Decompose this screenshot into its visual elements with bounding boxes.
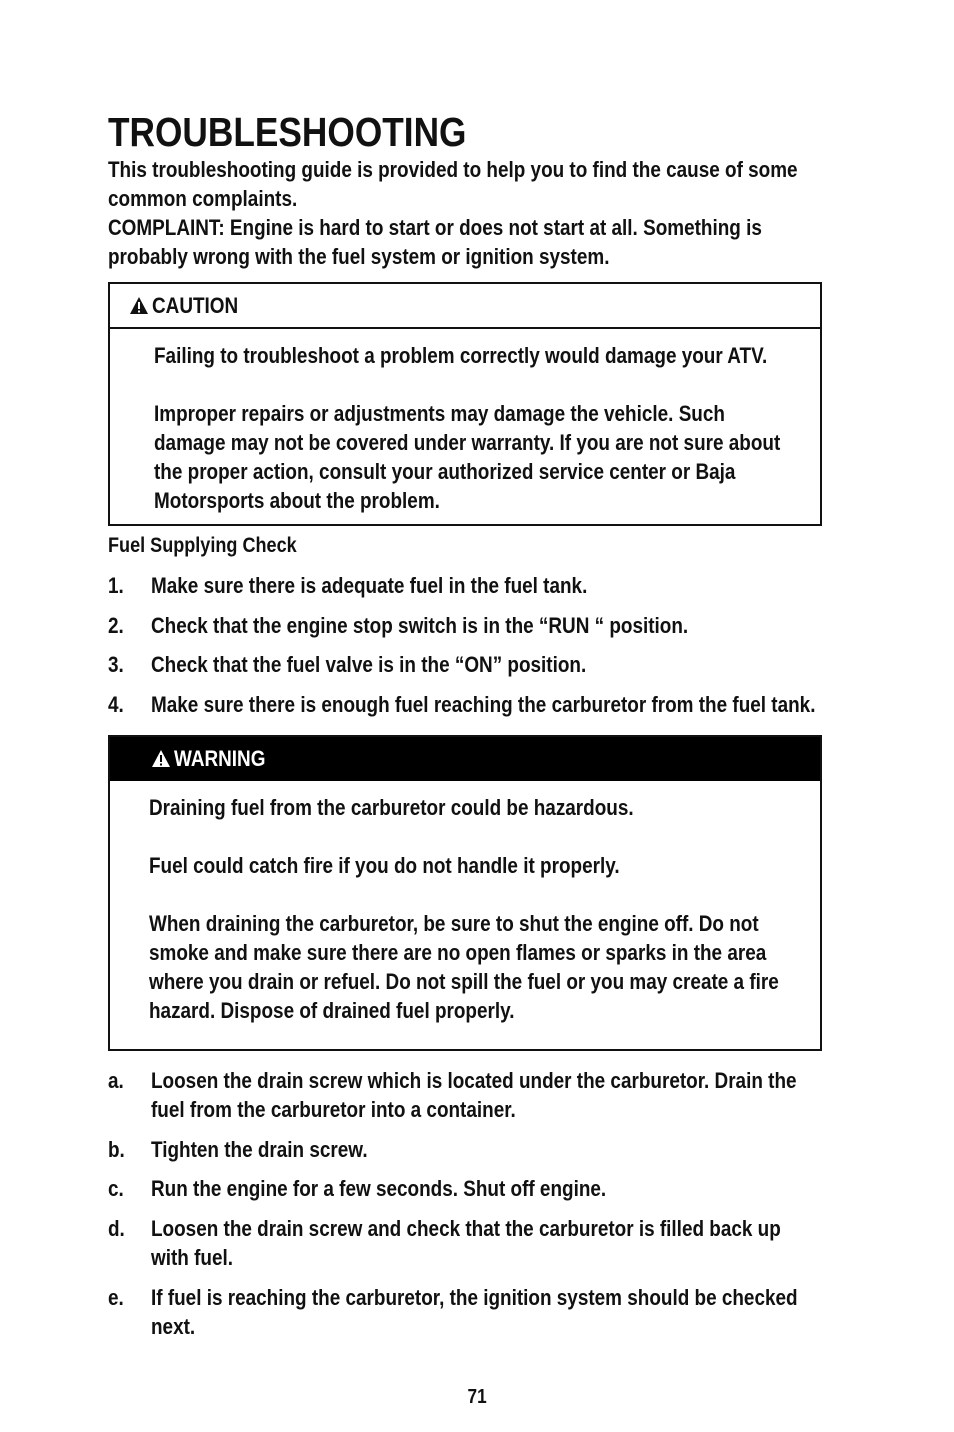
drain-step-text: Loosen the drain screw and check that the carburetor is filled back up bbox=[151, 1216, 781, 1241]
warning-triangle-icon bbox=[151, 749, 171, 768]
drain-step-text: next. bbox=[151, 1314, 196, 1339]
step-number: 2. bbox=[108, 613, 124, 638]
warning-text: hazard. Dispose of drained fuel properly. bbox=[149, 998, 515, 1023]
drain-step-letter: d. bbox=[108, 1216, 125, 1241]
step-number: 3. bbox=[108, 652, 124, 677]
caution-text: Improper repairs or adjustments may damage the vehicle. Such bbox=[154, 401, 725, 426]
step-number: 4. bbox=[108, 692, 124, 717]
section-heading: Fuel Supplying Check bbox=[108, 534, 297, 557]
warning-header bbox=[110, 737, 820, 781]
drain-step-text: Run the engine for a few seconds. Shut off engine. bbox=[151, 1176, 607, 1201]
warning-box bbox=[108, 735, 822, 1051]
page-title: TROUBLESHOOTING bbox=[108, 109, 467, 155]
step-text: Make sure there is adequate fuel in the fuel tank. bbox=[151, 573, 588, 598]
warning-text: Fuel could catch fire if you do not handle it properly. bbox=[149, 853, 620, 878]
step-text: Check that the fuel valve is in the “ON” position. bbox=[151, 652, 587, 677]
intro-line: common complaints. bbox=[108, 186, 298, 211]
warning-label: WARNING bbox=[151, 746, 280, 772]
step-text: Check that the engine stop switch is in the “RUN “ position. bbox=[151, 613, 689, 638]
warning-text: smoke and make sure there are no open flames or sparks in the area bbox=[149, 940, 767, 965]
caution-text: Motorsports about the problem. bbox=[154, 488, 440, 513]
caution-text: the proper action, consult your authorized service center or Baja bbox=[154, 459, 736, 484]
drain-step-text: Loosen the drain screw which is located under the carburetor. Drain the bbox=[151, 1068, 797, 1093]
caution-text: damage may not be covered under warranty. If you are not sure about bbox=[154, 430, 781, 455]
step-number: 1. bbox=[108, 573, 124, 598]
drain-step-text: Tighten the drain screw. bbox=[151, 1137, 368, 1162]
warning-text: Draining fuel from the carburetor could be hazardous. bbox=[149, 795, 634, 820]
caution-text: Failing to troubleshoot a problem correctly would damage your ATV. bbox=[154, 343, 768, 368]
warning-triangle-icon bbox=[129, 296, 149, 315]
drain-step-letter: a. bbox=[108, 1068, 124, 1093]
drain-step-letter: c. bbox=[108, 1176, 124, 1201]
caution-label: CAUTION bbox=[129, 293, 252, 319]
intro-line: This troubleshooting guide is provided to help you to find the cause of some bbox=[108, 157, 798, 182]
caution-header bbox=[110, 284, 820, 329]
step-text: Make sure there is enough fuel reaching the carburetor from the fuel tank. bbox=[151, 692, 816, 717]
page-number: 71 bbox=[467, 1386, 487, 1408]
complaint-line: probably wrong with the fuel system or ignition system. bbox=[108, 244, 610, 269]
complaint-line: COMPLAINT: Engine is hard to start or does not start at all. Something is bbox=[108, 215, 762, 240]
drain-step-text: If fuel is reaching the carburetor, the ignition system should be checked bbox=[151, 1285, 798, 1310]
warning-text: When draining the carburetor, be sure to shut the engine off. Do not bbox=[149, 911, 759, 936]
drain-step-text: with fuel. bbox=[151, 1245, 233, 1270]
drain-step-letter: e. bbox=[108, 1285, 124, 1310]
drain-step-text: fuel from the carburetor into a container. bbox=[151, 1097, 516, 1122]
drain-step-letter: b. bbox=[108, 1137, 125, 1162]
caution-box bbox=[108, 282, 822, 526]
warning-text: where you drain or refuel. Do not spill the fuel or you may create a fire bbox=[149, 969, 779, 994]
